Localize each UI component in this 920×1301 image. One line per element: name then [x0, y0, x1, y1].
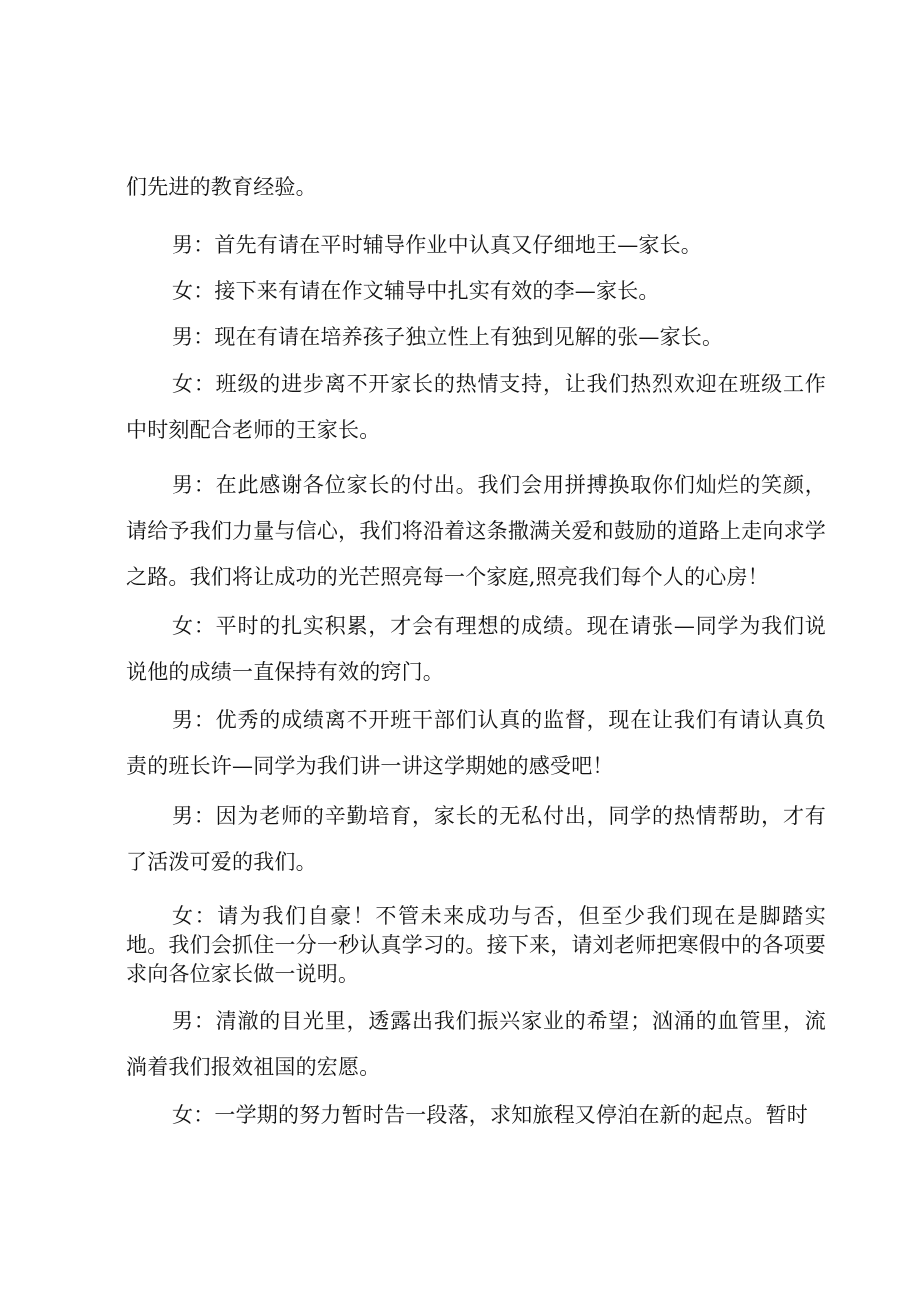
paragraph-11: 男：清澈的目光里，透露出我们振兴家业的希望；汹涌的血管里，流淌着我们报效祖国的宏愿。 — [126, 1009, 826, 1079]
paragraph-4: 男：现在有请在培养孩子独立性上有独到见解的张—家长。 — [172, 325, 724, 349]
paragraph-3: 女：接下来有请在作文辅导中扎实有效的李—家长。 — [172, 279, 660, 303]
paragraph-10: 女：请为我们自豪！不管未来成功与否，但至少我们现在是脚踏实地。我们会抓住一分一秒认真学习的。接下来，请刘老师把寒假中的各项要求向各位家长做一说明。 — [126, 904, 826, 986]
paragraph-6: 男：在此感谢各位家长的付出。我们会用拼搏换取你们灿烂的笑颜，请给予我们力量与信心，我们将沿着这条撒满关爱和鼓励的道路上走向求学之路。我们将让成功的光芒照亮每一个家庭,照亮我们每个人的心房！ — [126, 473, 826, 589]
paragraph-8: 男：优秀的成绩离不开班干部们认真的监督，现在让我们有请认真负责的班长许—同学为我们讲一讲这学期她的感受吧！ — [126, 708, 826, 778]
paragraph-7: 女：平时的扎实积累，才会有理想的成绩。现在请张—同学为我们说说他的成绩一直保持有效的窍门。 — [126, 614, 826, 684]
paragraph-1: 们先进的教育经验。 — [126, 175, 317, 199]
paragraph-2: 男：首先有请在平时辅导作业中认真又仔细地王—家长。 — [172, 233, 702, 257]
paragraph-5: 女：班级的进步离不开家长的热情支持，让我们热烈欢迎在班级工作中时刻配合老师的王家长。 — [126, 372, 826, 442]
paragraph-9: 男：因为老师的辛勤培育，家长的无私付出，同学的热情帮助，才有了活泼可爱的我们。 — [126, 804, 826, 874]
paragraph-12: 女：一学期的努力暂时告一段落，求知旅程又停泊在新的起点。暂时 — [172, 1103, 808, 1127]
